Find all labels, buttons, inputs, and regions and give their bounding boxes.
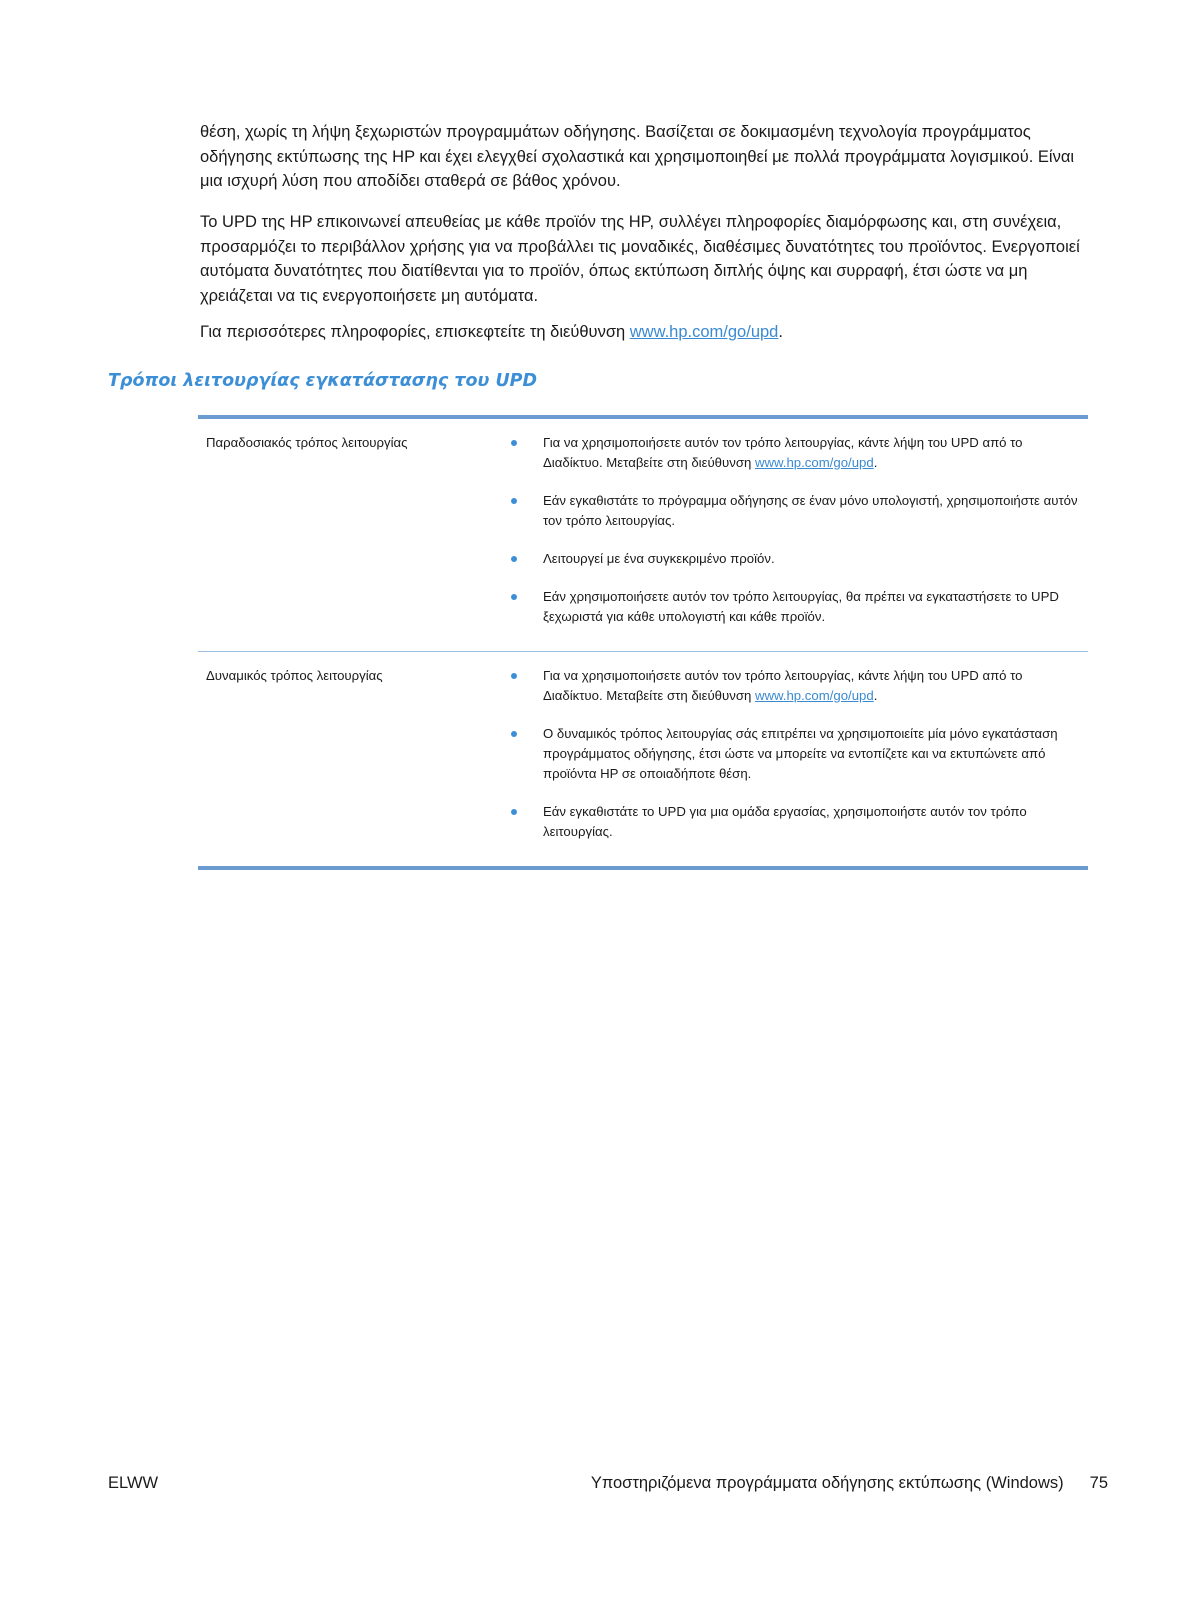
upd-link[interactable]: www.hp.com/go/upd: [754, 688, 874, 703]
table-row-dynamic-mode: [198, 651, 1088, 866]
bullet-text: Εάν εγκαθιστάτε το πρόγραμμα οδήγησης σε έναν μόνο υπολογιστή, χρησιμοποιήστε αυτόν τον τρόπο λειτουργίας.: [543, 493, 1078, 528]
bullet-text: Για να χρησιμοποιήσετε αυτόν τον τρόπο λειτουργίας, κάντε λήψη του UPD από το Διαδίκτυο. Μεταβείτε στη διεύθυνση: [543, 435, 1023, 470]
section-title: Τρόποι λειτουργίας εγκατάστασης του UPD: [108, 371, 538, 391]
more-info-period: .: [778, 323, 783, 341]
bullet-period: .: [873, 455, 878, 470]
more-info-text: Για περισσότερες πληροφορίες, επισκεφτείτε τη διεύθυνση: [200, 323, 630, 341]
upd-link[interactable]: www.hp.com/go/upd: [754, 455, 874, 470]
more-info-paragraph: [200, 320, 1090, 345]
list-item: [506, 549, 1088, 569]
bullet-text: Εάν εγκαθιστάτε το UPD για μια ομάδα εργασίας, χρησιμοποιήστε αυτόν τον τρόπο λειτουργίας.: [543, 804, 1027, 839]
bullet-text: Για να χρησιμοποιήσετε αυτόν τον τρόπο λειτουργίας, κάντε λήψη του UPD από το Διαδίκτυο. Μεταβείτε στη διεύθυνση: [543, 668, 1023, 703]
list-item: [506, 587, 1088, 627]
bullet-text: Εάν χρησιμοποιήσετε αυτόν τον τρόπο λειτουργίας, θα πρέπει να εγκαταστήσετε το UPD ξεχωριστά για κάθε υπολογιστή και κάθε προϊόν.: [543, 589, 1059, 624]
bullet-icon: [511, 809, 517, 815]
page-footer: [108, 1474, 1108, 1498]
footer-doc-code: ELWW: [108, 1474, 159, 1492]
upd-modes-table: [198, 415, 1088, 870]
dynamic-mode-bullets: [506, 666, 1088, 860]
bullet-icon: [511, 556, 517, 562]
bullet-text: Λειτουργεί με ένα συγκεκριμένο προϊόν.: [543, 551, 775, 566]
bullet-text: Ο δυναμικός τρόπος λειτουργίας σάς επιτρέπει να χρησιμοποιείτε μία μόνο εγκατάσταση προγράμματος οδήγησης, έτσι ώστε να μπορείτε να εντοπίζετε και να εκτυπώνετε από προϊόντα HP σε οποιαδήποτε θέση.: [543, 726, 1058, 781]
upd-link[interactable]: www.hp.com/go/upd: [629, 323, 779, 341]
bullet-period: .: [873, 688, 878, 703]
footer-chapter-title: Υποστηριζόμενα προγράμματα οδήγησης εκτύπωσης (Windows): [590, 1474, 1064, 1492]
table-row-traditional-mode: [198, 419, 1088, 651]
list-item: [506, 491, 1088, 531]
footer-right: [591, 1474, 1108, 1493]
bullet-icon: [511, 440, 517, 446]
mode-name-dynamic: Δυναμικός τρόπος λειτουργίας: [206, 668, 383, 683]
list-item: [506, 802, 1088, 842]
upd-description-paragraph: Το UPD της HP επικοινωνεί απευθείας με κάθε προϊόν της HP, συλλέγει πληροφορίες διαμόρφωσης και, στη συνέχεια, προσαρμόζει το περιβάλλον χρήσης για να προβάλλει τις μοναδικές, διαθέσιμες δυνατότητες του προϊόντος. Ενεργοποιεί αυτόματα δυνατότητες που διατίθενται για το προϊόν, όπως εκτύπωση διπλής όψης και συρραφή, έτσι ώστε να μη χρειάζεται να τις ενεργοποιήσετε μη αυτόματα.: [200, 213, 1080, 305]
list-item: [506, 666, 1088, 706]
mode-name-traditional: Παραδοσιακός τρόπος λειτουργίας: [206, 435, 408, 450]
bullet-icon: [511, 673, 517, 679]
bullet-icon: [511, 731, 517, 737]
intro-paragraph-continued: θέση, χωρίς τη λήψη ξεχωριστών προγραμμάτων οδήγησης. Βασίζεται σε δοκιμασμένη τεχνολογία προγράμματος οδήγησης εκτύπωσης της HP και έχει ελεγχθεί σχολαστικά και χρησιμοποιηθεί με πολλά προγράμματα λογισμικού. Είναι μια ισχυρή λύση που αποδίδει σταθερά σε βάθος χρόνου.: [200, 123, 1075, 190]
bullet-icon: [511, 594, 517, 600]
traditional-mode-bullets: [506, 433, 1088, 645]
bullet-icon: [511, 498, 517, 504]
list-item: [506, 433, 1088, 473]
list-item: [506, 724, 1088, 784]
page-number: 75: [1089, 1474, 1108, 1492]
